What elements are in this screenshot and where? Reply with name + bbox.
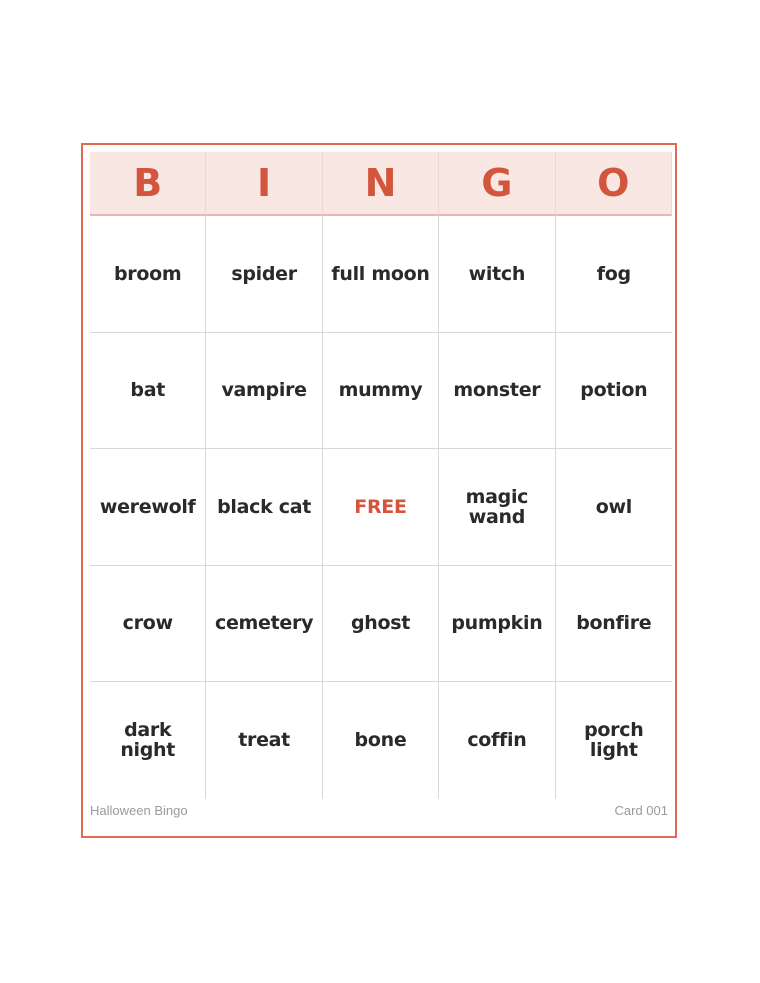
- bingo-cell: ghost: [323, 566, 439, 683]
- bingo-card: [81, 143, 677, 838]
- bingo-cell: dark night: [90, 682, 206, 799]
- header-letter-n: N: [323, 152, 439, 216]
- bingo-cell: crow: [90, 566, 206, 683]
- card-footer: [90, 803, 668, 818]
- card-number: Card 001: [614, 803, 668, 818]
- bingo-cell: magic wand: [439, 449, 555, 566]
- bingo-cell: pumpkin: [439, 566, 555, 683]
- bingo-cell: bonfire: [556, 566, 672, 683]
- bingo-grid: [90, 152, 672, 799]
- header-letter-i: I: [206, 152, 322, 216]
- bingo-cell: monster: [439, 333, 555, 450]
- bingo-cell: cemetery: [206, 566, 322, 683]
- bingo-cell: bone: [323, 682, 439, 799]
- bingo-cell: broom: [90, 216, 206, 333]
- bingo-cell: mummy: [323, 333, 439, 450]
- bingo-cell: vampire: [206, 333, 322, 450]
- bingo-cell: full moon: [323, 216, 439, 333]
- bingo-cell: potion: [556, 333, 672, 450]
- header-letter-o: O: [556, 152, 672, 216]
- bingo-cell: owl: [556, 449, 672, 566]
- bingo-cell: bat: [90, 333, 206, 450]
- free-space: FREE: [323, 449, 439, 566]
- bingo-cell: fog: [556, 216, 672, 333]
- header-letter-b: B: [90, 152, 206, 216]
- bingo-cell: black cat: [206, 449, 322, 566]
- bingo-cell: witch: [439, 216, 555, 333]
- footer-title: Halloween Bingo: [90, 803, 188, 818]
- bingo-cell: spider: [206, 216, 322, 333]
- bingo-cell: treat: [206, 682, 322, 799]
- header-letter-g: G: [439, 152, 555, 216]
- bingo-cell: werewolf: [90, 449, 206, 566]
- bingo-cell: porch light: [584, 719, 644, 762]
- bingo-cell: coffin: [439, 682, 555, 799]
